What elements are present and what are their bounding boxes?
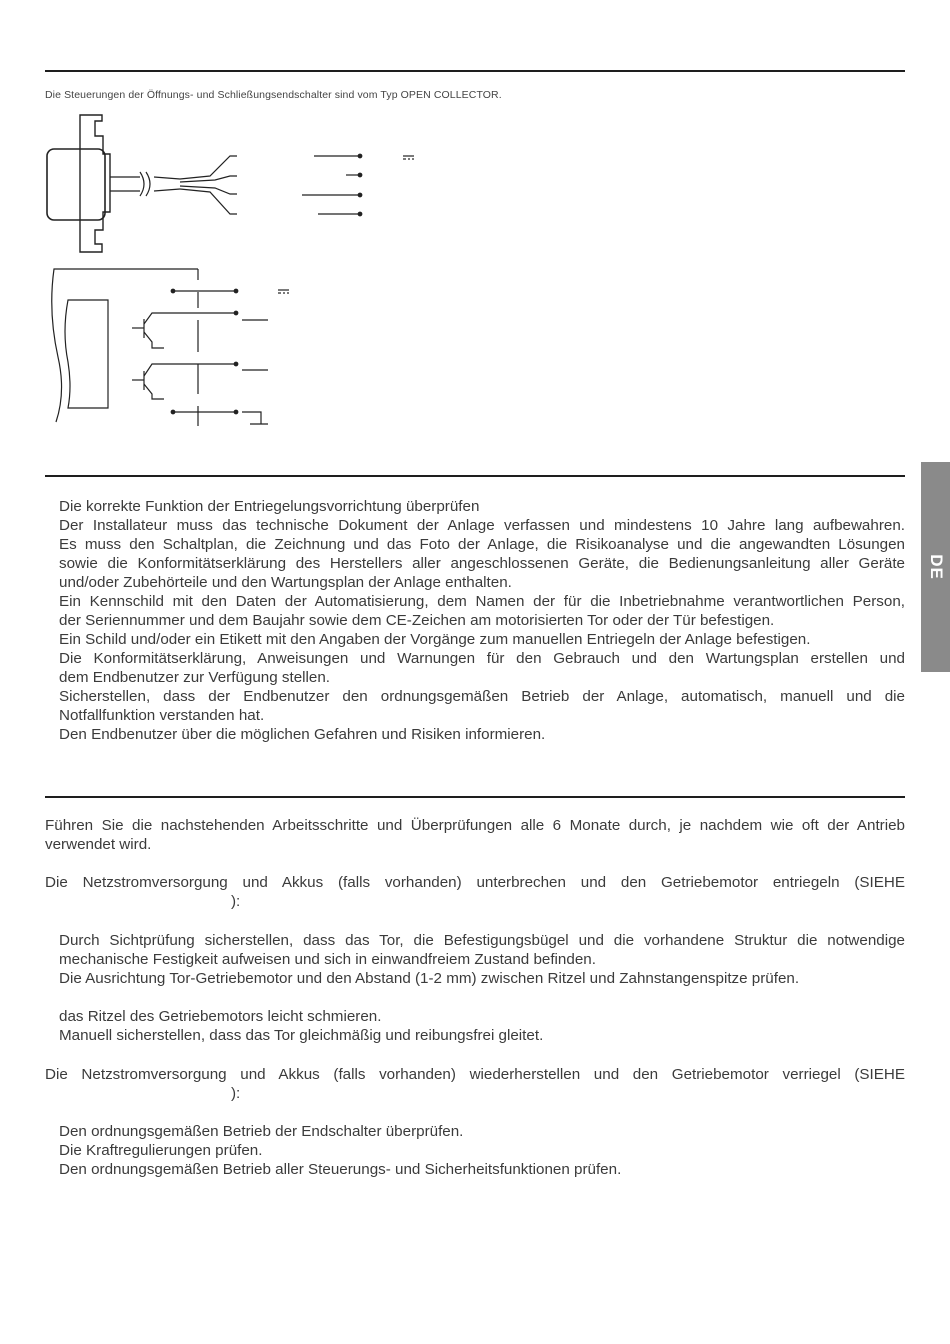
text-line: Die Netzstromversorgung und Akkus (falls vorhanden) wiederherstellen und den Getriebemotor verriegel (SIEHE: [45, 1066, 905, 1083]
maintenance-intro: [45, 816, 905, 854]
section-rule-3: [45, 796, 905, 798]
text-line: und/oder Zubehörteile und den Wartungsplan der Anlage enthalten.: [59, 574, 512, 591]
text-line: Die Kraftregulierungen prüfen.: [59, 1142, 263, 1159]
text-line: verwendet wird.: [45, 836, 152, 853]
commissioning-text: [59, 497, 905, 744]
text-line: das Ritzel des Getriebemotors leicht schmieren.: [59, 1008, 382, 1025]
language-tab: [921, 462, 950, 672]
text-line: Notfallfunktion verstanden hat.: [59, 707, 265, 724]
text-line: Ein Kennschild mit den Daten der Automatisierung, dem Namen der für die Inbetriebnahme verantwortlichen Person,: [59, 593, 905, 610]
text-line: dem Endbenutzer zur Verfügung stellen.: [59, 669, 331, 686]
text-line: Manuell sicherstellen, dass das Tor gleichmäßig und reibungsfrei gleitet.: [59, 1027, 544, 1044]
text-line: Den ordnungsgemäßen Betrieb aller Steuerungs- und Sicherheitsfunktionen prüfen.: [59, 1161, 622, 1178]
text-line: Führen Sie die nachstehenden Arbeitsschritte und Überprüfungen alle 6 Monate durch, je nachdem wie oft der Antrieb: [45, 817, 905, 834]
text-line: Den ordnungsgemäßen Betrieb der Endschalter überprüfen.: [59, 1123, 464, 1140]
text-line: Die Konformitätserklärung, Anweisungen und Warnungen für den Gebrauch und den Wartungsplan erstellen und: [59, 650, 905, 667]
text-line: mechanische Festigkeit aufweisen und sich in einwandfreiem Zustand befinden.: [59, 951, 596, 968]
text-line: ):: [231, 893, 241, 910]
text-line: Die Ausrichtung Tor-Getriebemotor und den Abstand (1-2 mm) zwischen Ritzel und Zahnstangenspitze prüfen.: [59, 970, 800, 987]
open-collector-note: Die Steuerungen der Öffnungs- und Schließungsendschalter sind vom Typ OPEN COLLECTOR.: [45, 89, 502, 101]
text-line: Es muss den Schaltplan, die Zeichnung und das Foto der Anlage, die Risikoanalyse und die angewandten Lösungen: [59, 536, 905, 553]
section-rule-top: [45, 70, 905, 72]
section-rule-2: [45, 475, 905, 477]
text-line: Den Endbenutzer über die möglichen Gefahren und Risiken informieren.: [59, 726, 546, 743]
text-line: Ein Schild und/oder ein Etikett mit den Angaben der Vorgänge zum manuellen Entriegeln der Anlage befestigen.: [59, 631, 811, 648]
text-line: Die korrekte Funktion der Entriegelungsvorrichtung überprüfen: [59, 498, 480, 515]
language-tab-label: DE: [926, 554, 946, 580]
text-line: Der Installateur muss das technische Dokument der Anlage verfassen und mindestens 10 Jahre lang aufbewahren.: [59, 517, 905, 534]
maintenance-step-2: [45, 1065, 905, 1103]
maintenance-list-1b: [59, 1007, 905, 1045]
text-line: sowie die Konformitätserklärung des Herstellers aller angeschlossenen Geräte, die Bedienungsanleitung aller Geräte: [59, 555, 905, 572]
text-line: Die Netzstromversorgung und Akkus (falls vorhanden) unterbrechen und den Getriebemotor entriegeln (SIEHE: [45, 874, 905, 891]
text-line: Durch Sichtprüfung sicherstellen, dass das Tor, die Befestigungsbügel und die vorhandene Struktur die notwendige: [59, 932, 905, 949]
text-line: ):: [231, 1085, 241, 1102]
maintenance-list-1: [59, 931, 905, 988]
text-line: Sicherstellen, dass der Endbenutzer den ordnungsgemäßen Betrieb der Anlage, automatisch, manuell und die: [59, 688, 905, 705]
wiring-diagram: [40, 112, 440, 432]
maintenance-step-1: [45, 873, 905, 911]
text-line: der Seriennummer und dem Baujahr sowie dem CE-Zeichen am motorisierten Tor oder der Tür befestigen.: [59, 612, 775, 629]
maintenance-list-2: [59, 1122, 905, 1179]
